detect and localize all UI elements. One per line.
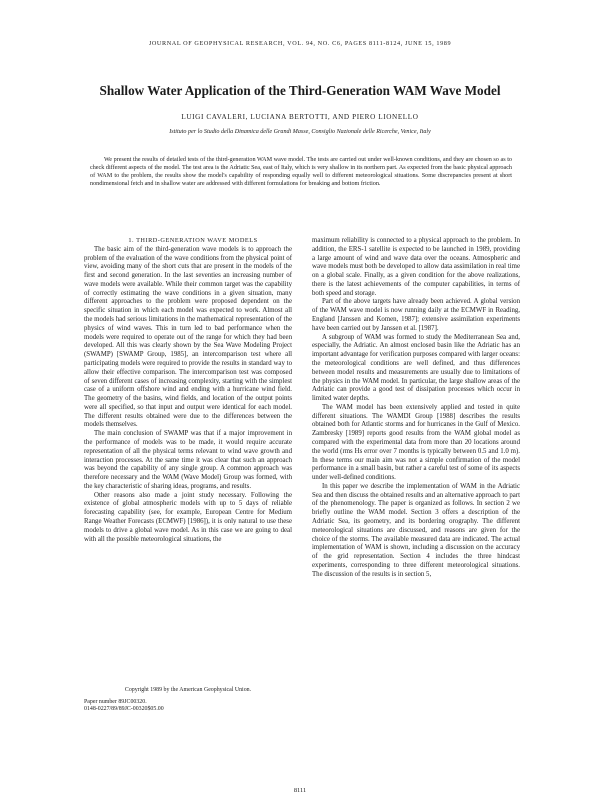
paragraph: A subgroup of WAM was formed to study the Mediterranean Sea and, especially, the Adriatic. An almost enclosed basin like the Adriatic has an important advantage for verification purposes compared with larger oceans: the meteorological conditions are well defined, and thus differences between model results and measurements are usually due to limitations of the physics in the WAM model. In particular, the large shallow areas of the Adriatic can provide a good test of dissipation processes which occur in limited water depths. — [312, 333, 520, 403]
paper-affiliation: Istituto per lo Studio della Dinamica delle Grandi Masse, Consiglio Nazionale delle Ricerche, Venice, Italy — [169, 129, 431, 135]
paragraph: Part of the above targets have already been achieved. A global version of the WAM wave model is now running daily at the ECMWF in Reading, England [Janssen and Komen, 1987]; extensive assimilation experiments have been carried out by Janssen et al. [1987]. — [312, 298, 520, 332]
paragraph: The basic aim of the third-generation wave models is to approach the problem of the evaluation of the wave conditions from the physical point of view, avoiding many of the short cuts that are present in the models of the first and second generation. In the last seventies an increasing number of wave models were available. While their common target was the capability of correctly estimating the wave conditions in a given situation, many different approaches to the problem were proposed dependent on the specific situation in which each model was expected to work. Almost all the models had serious limitations in the mathematical representation of the physics of wind waves. This in turn led to bad performance when the models were required to operate out of the range for which they had been developed. All this was clearly shown by the Sea Wave Modeling Project (SWAMP) [SWAMP Group, 1985], an intercomparison test where all participating models were required to provide the results in standard way to allow their effective comparison. The intercomparison test was composed of seven different cases of increasing complexity, starting with the simplest case of a uniform offshore wind and ending with a hurricane wind field. The geometry of the basins, wind fields, and location of the output points were all specified, so that input and output were identical for each model. The different results obtained were due to the differences between the models themselves. — [84, 245, 292, 429]
abstract: We present the results of detailed tests of the third-generation WAM wave model. The tests are carried out under well-known conditions, and they are chosen so as to check different aspects of the model. The test area is the Adriatic Sea, east of Italy, which is very shallow in its northern part. As expected from the basic physical approach of WAM to the problem, the results show the model's capability of responding equally well to different meteorological situations. Some discrepancies present at short nondimensional fetch and in shallow water are addressed with different formulations for breaking and bottom friction. — [90, 157, 512, 187]
paper-title: Shallow Water Application of the Third-Generation WAM Wave Model — [99, 83, 501, 98]
running-head: JOURNAL OF GEOPHYSICAL RESEARCH, VOL. 94, NO. C6, PAGES 8111-8124, JUNE 15, 1989 — [148, 40, 452, 47]
paragraph: In this paper we describe the implementation of WAM in the Adriatic Sea and then discuss the obtained results and an alternative approach to part of the phenomenology. The paper is organized as follows. In section 2 we briefly outline the WAM model. Section 3 offers a description of the Adriatic Sea, its geometry, and its bordering orography. The different meteorological situations are discussed, and reasons are given for the choice of the storms. The available measured data are indicated. The actual implementation of WAM is shown, including a discussion on the accuracy of the grid representation. Section 4 includes the three hindcast experiments, corresponding to three different meteorological situations. The discussion of the results is in section 5, — [312, 482, 520, 578]
footnotes — [84, 687, 292, 714]
paragraph: Other reasons also made a joint study necessary. Following the existence of global atmospheric models with up to 5 days of reliable forecasting capability (see, for example, European Centre for Medium Range Weather Forecasts (ECMWF) [1986]), it is only natural to use these models to drive a global wave model. As in this case we are going to deal with all the possible meteorological situations, the — [84, 491, 292, 543]
left-column — [84, 237, 292, 544]
copyright-notice: Copyright 1989 by the American Geophysical Union. — [124, 687, 252, 693]
right-column — [312, 237, 520, 579]
paragraph: The main conclusion of SWAMP was that if a major improvement in the performance of models was to be made, it would require accurate representation of all the physical terms relevant to wind wave growth and interaction processes. At the same time it was clear that such an approach was beyond the capability of any single group. A common approach was therefore necessary and the WAM (Wave Model) Group was formed, with the key characteristic of sharing ideas, programs, and results. — [84, 430, 292, 490]
paragraph: maximum reliability is connected to a physical approach to the problem. In addition, the ERS-1 satellite is expected to be launched in 1989, providing a large amount of wind and wave data over the oceans. Atmospheric and wave models must both be developed to allow data assimilation in real time on a global scale. Finally, as a given condition for the above realizations, there is the latest achievements of the computer capabilities, in terms of both speed and storage. — [312, 237, 520, 297]
paper-number: Paper number 89JC00320. — [84, 698, 147, 705]
paper-authors: LUIGI CAVALERI, LUCIANA BERTOTTI, AND PIERO LIONELLO — [181, 113, 419, 121]
section-heading: 1. THIRD-GENERATION WAVE MODELS — [128, 237, 258, 244]
publication-code: 0148-0227/89/89JC-00320$05.00 — [84, 706, 164, 713]
page-number: 8111 — [293, 787, 307, 794]
paragraph: The WAM model has been extensively applied and tested in quite different situations. The WAMDI Group [1988] describes the results obtained both for Atlantic storms and for hurricanes in the Gulf of Mexico. Zambresky [1989] reports good results from the WAM global model as compared with the experimental data from more than 20 locations around the world (rms Hs error over 7 months is typically between 0.5 and 1.0 m). In these terms our main aim was not a simple confirmation of the model performance in a small basin, but rather a careful test of some of its aspects under well-defined conditions. — [312, 403, 520, 482]
